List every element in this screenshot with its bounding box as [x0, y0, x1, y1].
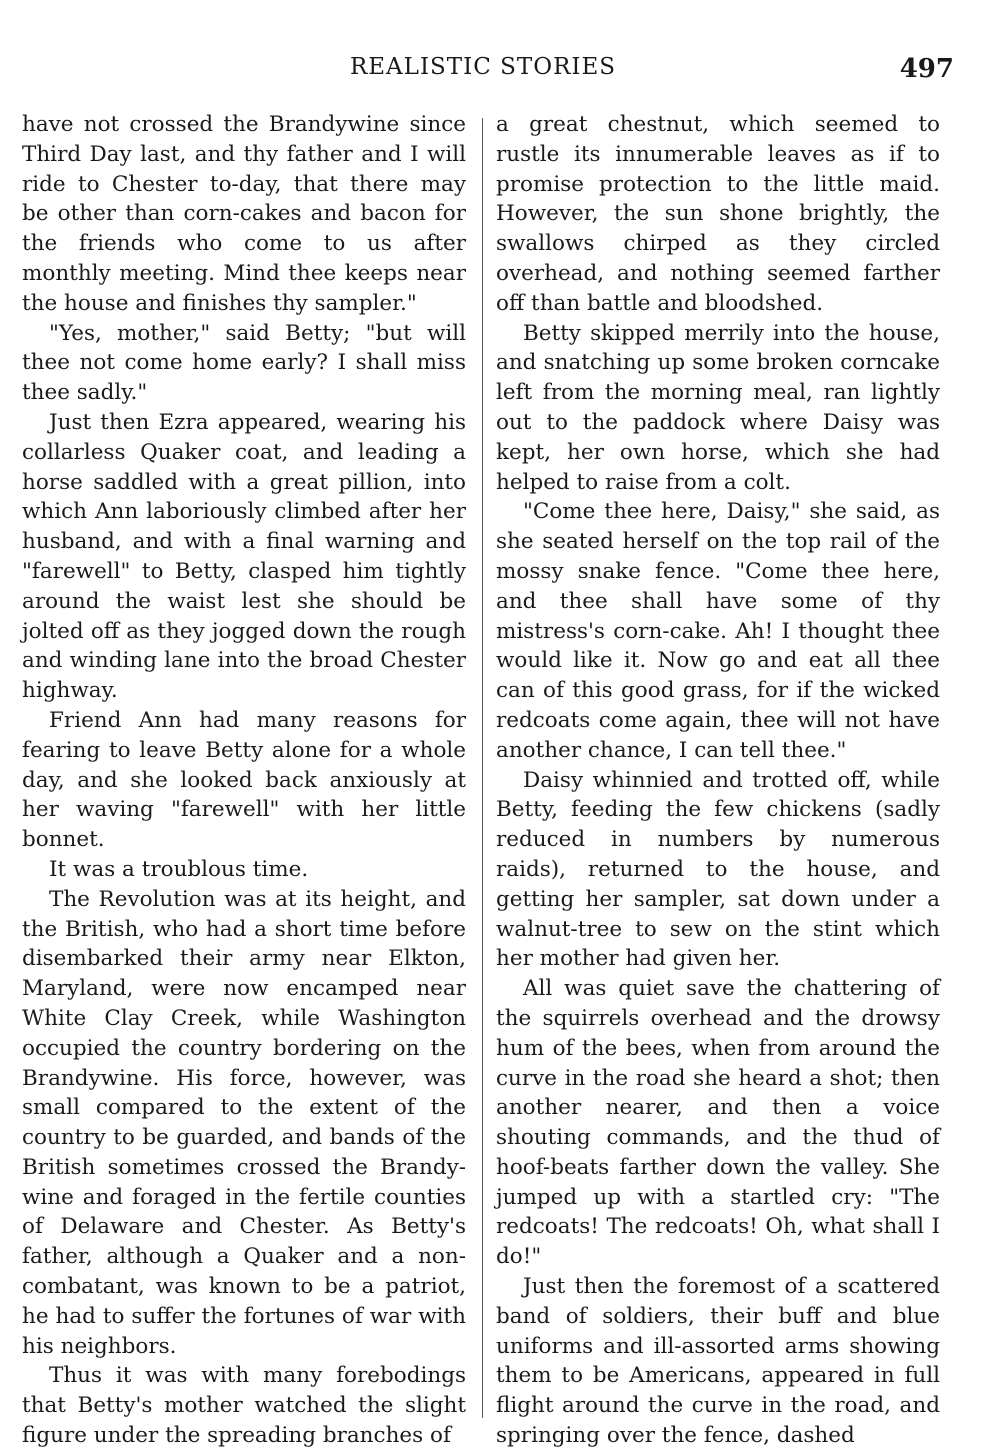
paragraph: It was a troublous time. [49, 856, 309, 882]
paragraph: All was quiet save the chattering of the squirrels overhead and the drowsy hum of the bees, when from around the curve in the road she heard a shot; then another nearer, and then a voice shouting commands, and the thud of hoof-beats farther down the valley. She jumped up with a startled cry: "The redcoats! The redcoats! Oh, what shall I do!" [496, 976, 940, 1270]
right-column [496, 110, 940, 1451]
paragraph: have not crossed the Brandywine since Third Day last, and thy father and I will ride to Chester to-day, that there may be other than corn-cakes and bacon for the friends who come to us after monthly meeting. Mind thee keeps near the house and finishes thy sampler." [22, 112, 466, 316]
paragraph: Betty skipped merrily into the house, and snatching up some broken corncake left from the morning meal, ran lightly out to the paddock where Daisy was kept, her own horse, which she had helped to raise from a colt. [496, 320, 940, 495]
paragraph: Friend Ann had many reasons for fearing to leave Betty alone for a whole day, and she looked back anxiously at her waving "farewell" with her little bonnet. [22, 707, 466, 853]
column-rule [482, 118, 483, 1418]
left-column [22, 110, 466, 1451]
paragraph: "Come thee here, Daisy," she said, as she seated herself on the top rail of the mossy snake fence. "Come thee here, and thee shall have some of thy mistress's corn-cake. Ah! I thought thee would like it. Now go and eat all thee can of this good grass, for if the wicked redcoats come again, thee will not have another chance, I can tell thee." [496, 499, 940, 763]
paragraph: Just then Ezra appeared, wearing his collarless Quaker coat, and leading a horse saddled with a great pillion, into which Ann laboriously climbed after her husband, and with a final warning and "farewell" to Betty, clasped him tightly around the waist lest she should be jolted off as they jogged down the rough and winding lane into the broad Chester highway. [22, 409, 466, 704]
page-number: 497 [899, 54, 954, 84]
paragraph: Just then the foremost of a scattered band of soldiers, their buff and blue uniforms and ill-assorted arms showing them to be Americans, appeared in full flight around the curve in the road, and springing over the fence, dashed [496, 1274, 940, 1449]
paragraph: "Yes, mother," said Betty; "but will thee not come home early? I shall miss thee sadly." [22, 320, 466, 406]
paragraph: a great chestnut, which seemed to rustle its innumerable leaves as if to promise protection to the little maid. However, the sun shone brightly, the swallows chirped as they circled overhead, and nothing seemed farther off than battle and bloodshed. [496, 112, 940, 316]
running-head [0, 52, 1000, 86]
running-title: REALISTIC STORIES [349, 54, 617, 80]
paragraph: The Revolution was at its height, and the British, who had a short time before disembarked their army near Elkton, Maryland, were now encamped near White Clay Creek, while Washington occupied the country bordering on the Brandywine. His force, however, was small compared to the extent of the country to be guarded, and bands of the British sometimes crossed the Brandywine and foraged in the fertile counties of Delaware and Chester. As Betty's father, although a Quaker and a noncombatant, was known to be a patriot, he had to suffer the fortunes of war with his neighbors. [22, 886, 466, 1359]
paragraph: Daisy whinnied and trotted off, while Betty, feeding the few chickens (sadly reduced in numbers by numerous raids), returned to the house, and getting her sampler, sat down under a walnut-tree to sew on the stint which her mother had given her. [496, 767, 940, 972]
paragraph: Thus it was with many forebodings that Betty's mother watched the slight figure under the spreading branches of [22, 1363, 466, 1449]
